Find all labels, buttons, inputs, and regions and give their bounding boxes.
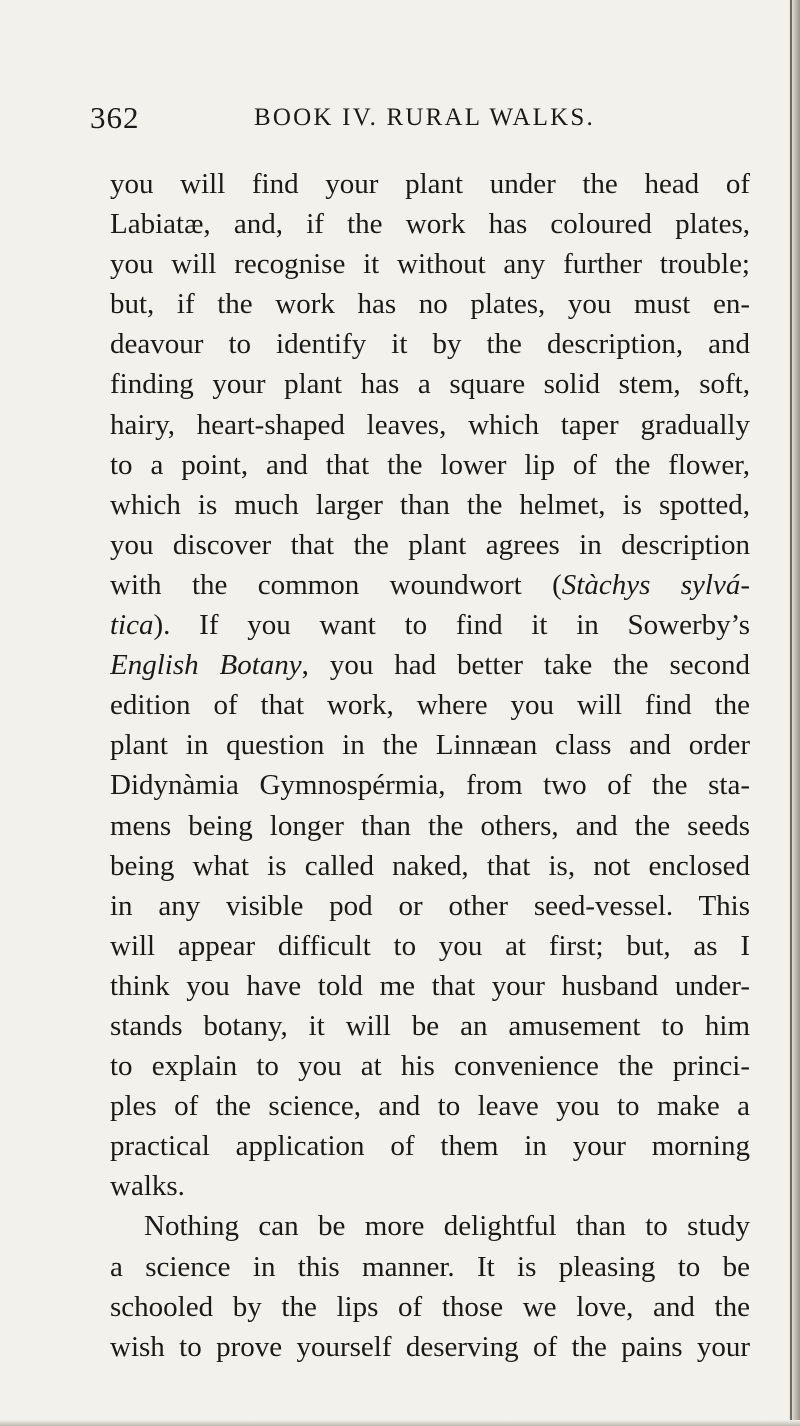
text-segment: , you had better take the second bbox=[301, 649, 750, 682]
text-segment: ). If you want to find it in Sowerby’s bbox=[153, 609, 750, 642]
italic-text: Stàchys sylvá- bbox=[561, 568, 750, 601]
text-line bbox=[110, 164, 750, 204]
text-segment: edition of that work, where you will find the bbox=[110, 689, 750, 722]
text-segment: Labiatæ, and, if the work has coloured plates, bbox=[110, 208, 750, 241]
text-line bbox=[110, 1327, 750, 1367]
text-line bbox=[110, 364, 750, 404]
text-line bbox=[110, 1086, 750, 1126]
text-segment: to a point, and that the lower lip of the flower, bbox=[110, 448, 750, 481]
text-line bbox=[110, 1206, 750, 1246]
text-segment: Nothing can be more delightful than to study bbox=[144, 1210, 750, 1243]
text-line bbox=[110, 765, 750, 805]
text-segment: in any visible pod or other seed-vessel. This bbox=[110, 889, 750, 922]
text-segment: plant in question in the Linnæan class and order bbox=[110, 729, 750, 762]
text-segment: to explain to you at his convenience the princi- bbox=[110, 1050, 750, 1083]
text-line bbox=[110, 565, 750, 605]
text-segment: practical application of them in your morning bbox=[110, 1130, 750, 1163]
text-segment: you discover that the plant agrees in description bbox=[110, 528, 750, 561]
text-segment: which is much larger than the helmet, is spotted, bbox=[110, 488, 750, 521]
text-segment: mens being longer than the others, and the seeds bbox=[110, 809, 750, 842]
text-segment: a science in this manner. It is pleasing to be bbox=[110, 1250, 750, 1283]
text-line bbox=[110, 525, 750, 565]
text-line bbox=[110, 405, 750, 445]
text-segment: think you have told me that your husband under- bbox=[110, 969, 750, 1002]
text-line bbox=[110, 886, 750, 926]
text-segment: you will find your plant under the head of bbox=[110, 168, 750, 200]
running-head: BOOK IV. RURAL WALKS. bbox=[254, 104, 595, 131]
text-line bbox=[110, 485, 750, 525]
text-segment: will appear difficult to you at first; but, as I bbox=[110, 929, 750, 962]
text-segment: wish to prove yourself deserving of the pains your bbox=[110, 1330, 750, 1363]
text-line bbox=[110, 605, 750, 645]
text-segment: with the common woundwort ( bbox=[110, 568, 562, 601]
text-line bbox=[110, 1287, 750, 1327]
text-segment: schooled by the lips of those we love, and the bbox=[110, 1290, 750, 1323]
page-edge-line bbox=[790, 0, 792, 1426]
text-line bbox=[110, 445, 750, 485]
text-line bbox=[110, 1046, 750, 1086]
text-line bbox=[110, 1247, 750, 1287]
text-line bbox=[110, 284, 750, 324]
body-text bbox=[110, 164, 750, 1367]
page-header bbox=[90, 100, 750, 140]
text-segment: walks. bbox=[110, 1170, 185, 1203]
text-segment: being what is called naked, that is, not enclosed bbox=[110, 849, 750, 882]
text-line bbox=[110, 966, 750, 1006]
text-line bbox=[110, 685, 750, 725]
text-line bbox=[110, 926, 750, 966]
text-segment: but, if the work has no plates, you must en- bbox=[110, 288, 750, 321]
text-segment: deavour to identify it by the description, and bbox=[110, 328, 750, 361]
text-line bbox=[110, 645, 750, 685]
italic-text: tica bbox=[110, 609, 154, 642]
text-line bbox=[110, 725, 750, 765]
text-line bbox=[110, 1006, 750, 1046]
text-line bbox=[110, 1126, 750, 1166]
page-number: 362 bbox=[90, 100, 140, 135]
page-bottom-edge bbox=[0, 1420, 800, 1426]
text-line bbox=[110, 204, 750, 244]
text-segment: Didynàmia Gymnospérmia, from two of the sta- bbox=[110, 769, 750, 802]
text-segment: finding your plant has a square solid stem, soft, bbox=[110, 368, 750, 401]
text-line bbox=[110, 846, 750, 886]
text-line bbox=[110, 244, 750, 284]
italic-text: English Botany bbox=[110, 649, 302, 682]
text-segment: stands botany, it will be an amusement to him bbox=[110, 1009, 750, 1042]
text-segment: you will recognise it without any further trouble; bbox=[110, 248, 750, 281]
text-line bbox=[110, 806, 750, 846]
text-line bbox=[110, 1166, 750, 1206]
text-segment: hairy, heart-shaped leaves, which taper gradually bbox=[110, 408, 750, 441]
text-segment: ples of the science, and to leave you to make a bbox=[110, 1090, 750, 1123]
text-line bbox=[110, 324, 750, 364]
